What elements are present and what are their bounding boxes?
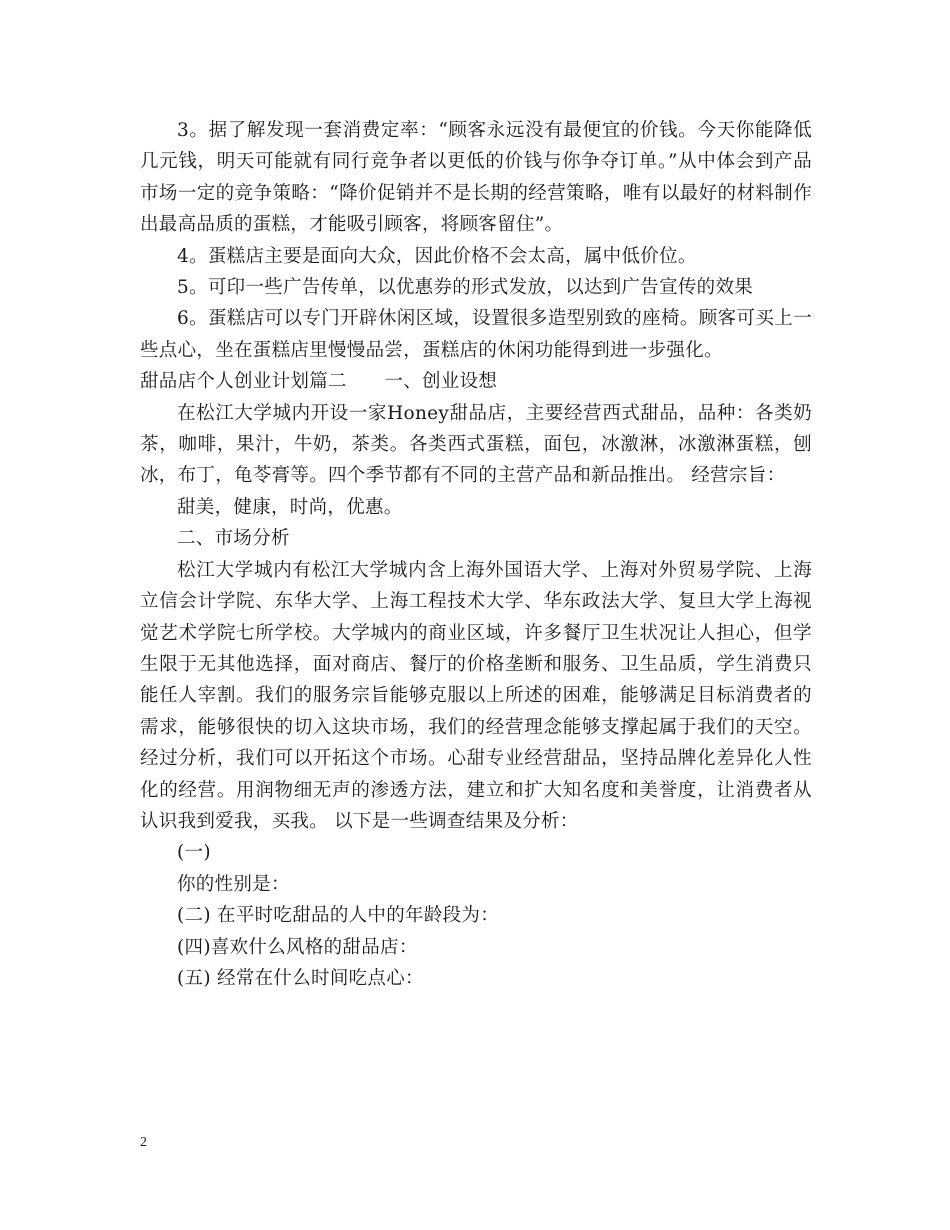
survey-question-time: (五) 经常在什么时间吃点心： [177, 967, 424, 989]
survey-item-1: (一) [177, 842, 211, 864]
survey-question-style: (四)喜欢什么风格的甜品店： [177, 936, 418, 958]
paragraph-leisure-area: 6。蛋糕店可以专门开辟休闲区域，设置很多造型别致的座椅。顾客可买上一些点心，坐在蛋糕店里慢慢品尝，蛋糕店的休闲功能得到进一步强化。 [140, 308, 812, 361]
page-number: 2 [140, 1135, 147, 1150]
paragraph-market-analysis: 松江大学城内有松江大学城内含上海外国语大学、上海对外贸易学院、上海立信会计学院、东华大学、上海工程技术大学、华东政法大学、复旦大学上海视觉艺术学院七所学校。大学城内的商业区域，许多餐厅卫生状况让人担心，但学生限于无其他选择，面对商店、餐厅的价格垄断和服务、卫生品质，学生消费只能任人宰割。我们的服务宗旨能够克服以上所述的困难，能够满足目标消费者的需求，能够很快的切入这块市场，我们的经营理念能够支撑起属于我们的天空。经过分析，我们可以开拓这个市场。心甜专业经营甜品，坚持品牌化差异化人性化的经营。用润物细无声的渗透方法，建立和扩大知名度和美誉度，让消费者从认识我到爱我，买我。 以下是一些调查结果及分析： [140, 559, 812, 832]
section-heading-market-analysis: 二、市场分析 [177, 528, 290, 550]
paragraph-business-idea: 在松江大学城内开设一家Honey甜品店，主要经营西式甜品，品种：各类奶茶，咖啡，果汁，牛奶，茶类。各类西式蛋糕，面包，冰激淋，冰激淋蛋糕，刨冰，布丁，龟苓膏等。四个季节都有不同的主营产品和新品推出。 经营宗旨： [140, 402, 812, 487]
document-body [140, 115, 812, 994]
paragraph-price-strategy: 3。据了解发现一套消费定率：“顾客永远没有最便宜的价钱。今天你能降低几元钱，明天可能就有同行竞争者以更低的价钱与你争夺订单。”从中体会到产品市场一定的竞争策略：“降价促销并不是长期的经营策略，唯有以最好的材料制作出最高品质的蛋糕，才能吸引顾客，将顾客留住”。 [140, 120, 812, 236]
paragraph-business-motto: 甜美，健康，时尚，优惠。 [177, 496, 403, 518]
survey-question-gender: 你的性别是： [177, 873, 290, 895]
section-heading-plan-two: 甜品店个人创业计划篇二 一、创业设想 [140, 371, 498, 393]
survey-question-age: (二) 在平时吃甜品的人中的年龄段为： [177, 905, 500, 927]
paragraph-price-level: 4。蛋糕店主要是面向大众，因此价格不会太高，属中低价位。 [177, 245, 697, 267]
paragraph-advertising: 5。可印一些广告传单，以优惠券的形式发放，以达到广告宣传的效果 [177, 277, 754, 299]
